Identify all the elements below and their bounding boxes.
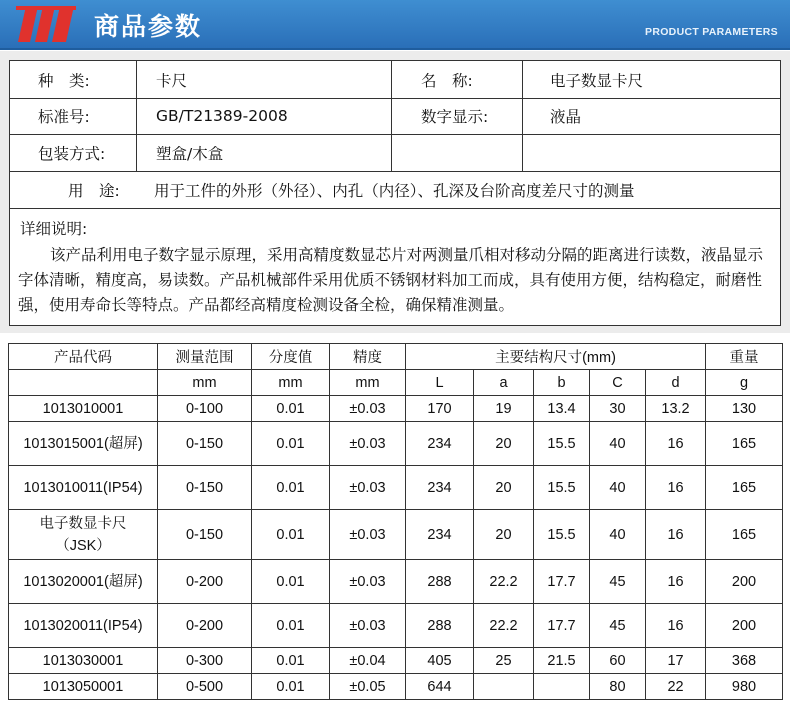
table-cell: 644 [406,674,474,700]
table-cell: 17 [646,648,706,674]
spec-table [9,60,781,326]
units-row [9,370,783,396]
table-cell: 234 [406,422,474,466]
usage-label: 用 途: [68,181,120,200]
table-cell: 15.5 [534,422,590,466]
table-cell: 25 [474,648,534,674]
display-label: 数字显示: [421,108,489,126]
table-cell: 0-300 [158,648,252,674]
unit-cell [9,370,158,396]
table-cell: 22.2 [474,604,534,648]
unit-cell: b [534,370,590,396]
table-cell: 15.5 [534,466,590,510]
product-code-cell: 1013010011(IP54) [9,466,158,510]
table-cell: 0-150 [158,510,252,560]
table-cell: 40 [590,466,646,510]
spec-panel [0,51,790,333]
detail-text: 该产品利用电子数字显示原理，采用高精度数显芯片对两测量爪相对移动分隔的距离进行读数，液晶显示字体清晰，精度高，易读数。产品机械部件采用优质不锈钢材料加工而成，具有使用方便，结构稳定，耐磨性强，使用寿命长等特点。产品都经高精度检测设备全检，确保精准测量。 [18,246,764,314]
table-cell: 0.01 [252,466,330,510]
product-code-cell: 1013020011(IP54) [9,604,158,648]
table-cell [474,674,534,700]
table-cell: 0-150 [158,466,252,510]
unit-cell: d [646,370,706,396]
unit-cell: a [474,370,534,396]
table-cell: ±0.04 [330,648,406,674]
table-row [9,422,783,466]
standard-label: 标准号: [38,108,90,126]
unit-cell: mm [158,370,252,396]
table-cell: 20 [474,422,534,466]
table-cell: 165 [706,422,783,466]
table-cell: 234 [406,466,474,510]
table-cell: 17.7 [534,560,590,604]
table-row [9,560,783,604]
table-cell: 170 [406,396,474,422]
table-cell: 16 [646,510,706,560]
table-cell: 0-200 [158,560,252,604]
table-cell: 0.01 [252,604,330,648]
table-cell: 20 [474,466,534,510]
packaging-label: 包装方式: [38,144,106,163]
table-cell: 16 [646,422,706,466]
table-cell: 0-100 [158,396,252,422]
table-cell: 368 [706,648,783,674]
table-cell: ±0.03 [330,396,406,422]
page-subtitle: PRODUCT PARAMETERS [645,26,778,38]
packaging-value: 塑盒/木盒 [156,144,224,163]
name-value: 电子数显卡尺 [550,71,644,90]
table-cell: 234 [406,510,474,560]
standard-value: GB/T21389-2008 [156,107,288,125]
table-cell [534,674,590,700]
table-cell: 0.01 [252,510,330,560]
table-cell: 0-200 [158,604,252,648]
table-cell: ±0.03 [330,510,406,560]
table-cell: 0-500 [158,674,252,700]
table-cell: 22 [646,674,706,700]
name-label: 名 称: [421,71,473,90]
table-cell: 165 [706,466,783,510]
col-header-code: 产品代码 [9,344,158,370]
unit-cell: L [406,370,474,396]
product-code-cell: 1013015001(超屏) [9,422,158,466]
table-row [9,510,783,560]
table-cell: 288 [406,560,474,604]
table-cell: 980 [706,674,783,700]
table-cell: 0.01 [252,560,330,604]
page-title: 商品参数 [94,12,203,41]
table-cell: 0.01 [252,396,330,422]
table-cell: 17.7 [534,604,590,648]
col-header-weight: 重量 [706,344,783,370]
table-cell: 40 [590,422,646,466]
table-cell: 200 [706,560,783,604]
unit-cell: g [706,370,783,396]
table-cell: ±0.03 [330,560,406,604]
product-code-cell: 1013030001 [9,648,158,674]
table-cell: 80 [590,674,646,700]
table-cell: 30 [590,396,646,422]
table-cell: 45 [590,604,646,648]
table-cell: 0.01 [252,674,330,700]
table-cell: ±0.05 [330,674,406,700]
unit-cell: mm [330,370,406,396]
table-cell: 60 [590,648,646,674]
product-table [8,343,783,700]
table-row [9,396,783,422]
table-cell: 405 [406,648,474,674]
table-cell: 288 [406,604,474,648]
usage-value: 用于工件的外形（外径）、内孔（内径）、孔深及台阶高度差尺寸的测量 [154,181,635,200]
table-cell: 13.2 [646,396,706,422]
table-cell: ±0.03 [330,422,406,466]
col-header-accuracy: 精度 [330,344,406,370]
table-cell: 21.5 [534,648,590,674]
table-cell: 15.5 [534,510,590,560]
table-cell: ±0.03 [330,604,406,648]
col-header-dims: 主要结构尺寸(mm) [406,344,706,370]
col-header-range: 测量范围 [158,344,252,370]
table-cell: 16 [646,560,706,604]
header-banner [0,0,790,50]
table-row [9,604,783,648]
table-cell: 20 [474,510,534,560]
unit-cell: mm [252,370,330,396]
table-cell: 19 [474,396,534,422]
col-header-resolution: 分度值 [252,344,330,370]
table-cell: 40 [590,510,646,560]
table-cell: 16 [646,604,706,648]
table-cell: 165 [706,510,783,560]
brand-logo [16,4,76,44]
table-cell: ±0.03 [330,466,406,510]
product-code-cell: 1013020001(超屏) [9,560,158,604]
category-label: 种 类: [38,71,90,90]
table-cell: 16 [646,466,706,510]
table-cell: 22.2 [474,560,534,604]
category-value: 卡尺 [156,71,188,90]
table-cell: 0.01 [252,422,330,466]
product-code-cell: 1013010001 [9,396,158,422]
product-code-cell: 1013050001 [9,674,158,700]
table-cell: 130 [706,396,783,422]
table-cell: 200 [706,604,783,648]
table-cell: 0.01 [252,648,330,674]
table-row [9,674,783,700]
detail-label: 详细说明: [20,220,88,238]
product-code-cell: 电子数显卡尺 （JSK） [9,510,158,560]
table-cell: 0-150 [158,422,252,466]
table-cell: 45 [590,560,646,604]
display-value: 液晶 [550,108,582,126]
table-cell: 13.4 [534,396,590,422]
table-row [9,648,783,674]
unit-cell: C [590,370,646,396]
table-row [9,466,783,510]
